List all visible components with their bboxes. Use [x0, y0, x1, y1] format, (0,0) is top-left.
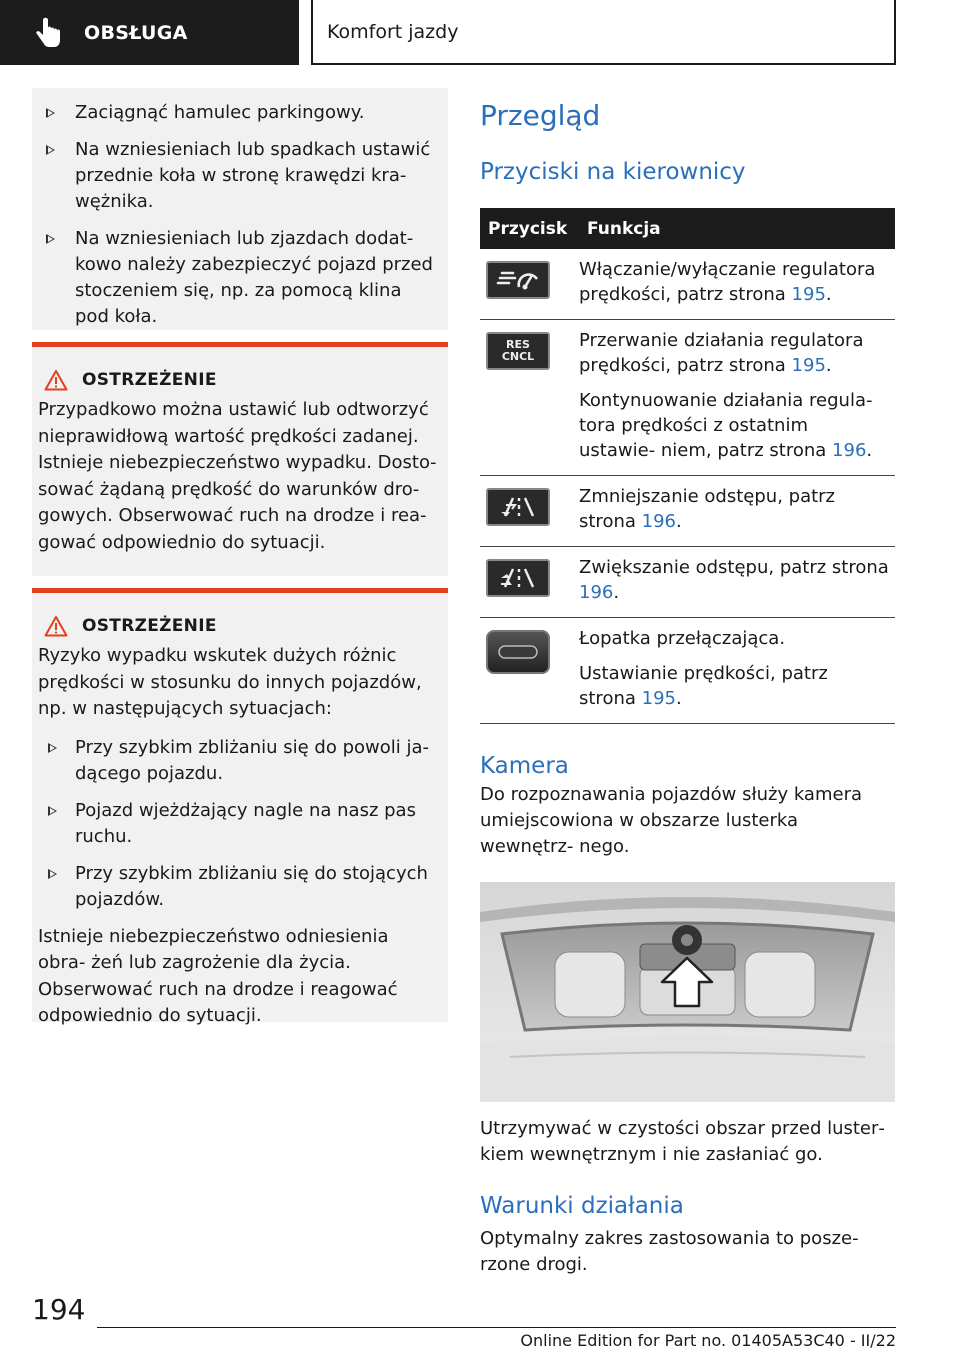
warning-outro: Istnieje niebezpieczeństwo odniesienia obra‐ żeń lub zagrożenie dla życia. Obserwować ruch na drodze i reagować odpowiednio do sytuacji. — [38, 925, 398, 1026]
conditions-text: Optymalny zakres zastosowania to posze‐ rzone drogi. — [480, 1228, 859, 1275]
left-column — [32, 88, 448, 1026]
bullet-triangle-icon — [48, 806, 57, 816]
page-link[interactable]: 196 — [832, 440, 867, 461]
section-subtitle: Przyciski na kierownicy — [480, 159, 746, 185]
warning-title: OSTRZEŻENIE — [82, 616, 217, 636]
rocker-switch-icon — [486, 630, 550, 674]
warning-intro: Ryzyko wypadku wskutek dużych różnic prędkości w stosunku do innych pojazdów, np. w następujących sytuacjach: — [38, 645, 422, 719]
rear-window-camera-photo — [480, 882, 895, 1102]
table-row: Łopatka przełączająca. Ustawianie prędkości, patrz strona 195. — [480, 618, 895, 724]
list-item: Pojazd wjeżdżający nagle na nasz pas ruchu. — [38, 798, 438, 850]
column-header-button: Przycisk — [480, 208, 570, 249]
section-title: OBSŁUGA — [84, 21, 188, 44]
list-item: Na wzniesieniach lub zjazdach dodat‐ kowo należy zabezpieczyć pojazd przed stoczeniem się, np. za pomocą klina pod koła. — [32, 226, 438, 330]
distance-increase-icon — [486, 559, 550, 597]
warning-situations-list — [38, 735, 438, 913]
page-link[interactable]: 196 — [641, 511, 676, 532]
photo-caption: Utrzymywać w czystości obszar przed luster‐ kiem wewnętrznym i nie zasłaniać go. — [480, 1118, 885, 1165]
header-chapter-box — [311, 0, 896, 65]
page-title: Przegląd — [480, 99, 601, 132]
warning-text: Przypadkowo można ustawić lub odtworzyć nieprawidłową wartość prędkości zadanej. Istnieje niebezpieczeństwo wypadku. Dosto‐ sować żądaną prędkość do warunków dro‐ gowych. Obserwować ruch na drodze i rea‐ gować odpowiednio do sytuacji. — [38, 399, 437, 553]
warning-heading — [38, 615, 438, 637]
list-item: Przy szybkim zbliżaniu się do stojących pojazdów. — [38, 861, 438, 913]
table-row: RES CNCL Przerwanie działania regulatora prędkości, patrz strona 195. Kontynuowanie działania regula‐ tora prędkości z ostatnim ustawie‐ niem, patrz strona 196. — [480, 320, 895, 476]
camera-text: Do rozpoznawania pojazdów służy kamera umiejscowiona w obszarze lusterka wewnętrz‐ nego. — [480, 784, 862, 857]
distance-decrease-icon — [486, 488, 550, 526]
page-number: 194 — [32, 1293, 86, 1326]
buttons-table — [480, 208, 895, 724]
list-item: Zaciągnąć hamulec parkingowy. — [32, 100, 438, 126]
table-row: Zmniejszanie odstępu, patrz strona 196. — [480, 476, 895, 547]
warning-box-1 — [32, 342, 448, 576]
cruise-control-icon — [486, 261, 550, 299]
warning-box-2 — [32, 588, 448, 1026]
table-row: Zwiększanie odstępu, patrz strona 196. — [480, 547, 895, 618]
page-link[interactable]: 195 — [791, 355, 826, 376]
camera-heading: Kamera — [480, 753, 569, 779]
parking-steps-box — [32, 88, 448, 330]
page-link[interactable]: 196 — [579, 582, 614, 603]
hand-pointer-icon — [30, 16, 64, 50]
warning-triangle-icon — [44, 369, 68, 391]
warning-heading — [38, 369, 438, 391]
right-column — [480, 96, 895, 1278]
bullet-triangle-icon — [48, 869, 57, 879]
bullet-triangle-icon — [46, 108, 55, 118]
page-link[interactable]: 195 — [791, 284, 826, 305]
bullet-triangle-icon — [46, 234, 55, 244]
bullet-triangle-icon — [48, 743, 57, 753]
footer-edition: Online Edition for Part no. 01405A53C40 - II/22 — [520, 1331, 896, 1350]
footer-rule — [97, 1327, 896, 1328]
table-row: Włączanie/wyłączanie regulatora prędkości, patrz strona 195. — [480, 249, 895, 320]
chapter-title: Komfort jazdy — [327, 20, 459, 43]
conditions-heading: Warunki działania — [480, 1193, 684, 1219]
header-section-tab — [0, 0, 299, 65]
column-header-function: Funkcja — [570, 208, 895, 249]
warning-triangle-icon — [44, 615, 68, 637]
res-cncl-icon: RES CNCL — [486, 332, 550, 370]
list-item: Na wzniesieniach lub spadkach ustawić przednie koła w stronę krawędzi kra‐ wężnika. — [32, 137, 438, 215]
warning-title: OSTRZEŻENIE — [82, 370, 217, 390]
bullet-triangle-icon — [46, 145, 55, 155]
parking-steps-list — [32, 100, 438, 330]
page-link[interactable]: 195 — [641, 688, 676, 709]
table-header-row — [480, 208, 895, 249]
list-item: Przy szybkim zbliżaniu się do powoli ja‐ dącego pojazdu. — [38, 735, 438, 787]
